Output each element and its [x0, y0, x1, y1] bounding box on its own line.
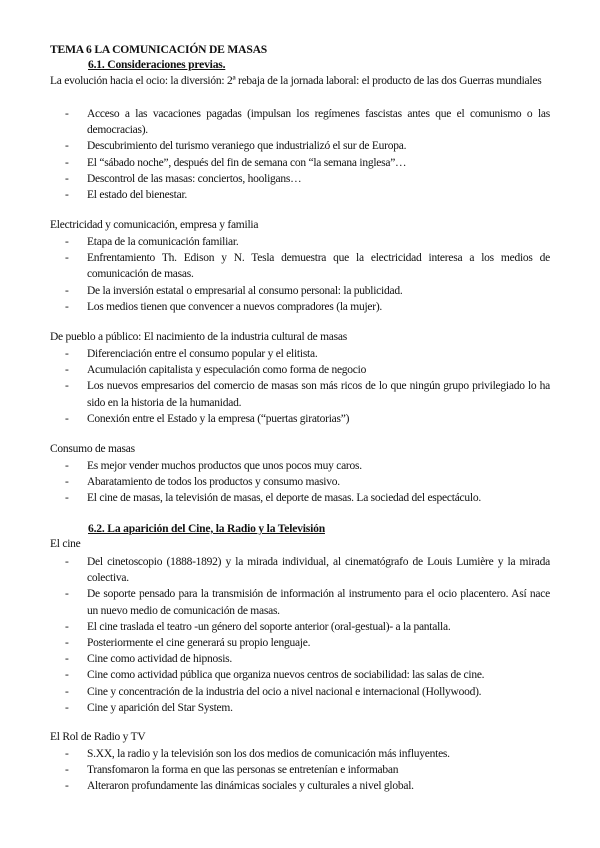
section-heading: 6.1. Consideraciones previas. [88, 58, 226, 71]
section-heading: 6.2. La aparición del Cine, la Radio y la Televisión [88, 522, 325, 535]
list-item: - Acceso a las vacaciones pagadas (impulsan los regímenes fascistas antes que el comunismo o las democracias). [50, 106, 550, 138]
list-item: - El cine de masas, la televisión de masas, el deporte de masas. La sociedad del espectáculo. [50, 490, 550, 506]
list-item: - Cine y concentración de la industria del ocio a nivel nacional e internacional (Hollywood). [50, 684, 550, 700]
list-item: - Descontrol de las masas: conciertos, hooligans… [50, 171, 550, 187]
block-heading: El Rol de Radio y TV [50, 731, 146, 743]
block-heading: Electricidad y comunicación, empresa y familia [50, 219, 259, 231]
list-item: - Los medios tienen que convencer a nuevos compradores (la mujer). [50, 299, 550, 315]
bullet-list [50, 554, 550, 716]
list-item: - Descubrimiento del turismo veraniego que industrializó el sur de Europa. [50, 138, 550, 154]
list-item: - Cine como actividad de hipnosis. [50, 651, 550, 667]
list-item: - Enfrentamiento Th. Edison y N. Tesla demuestra que la electricidad interesa a los medios de comunicación de masas. [50, 250, 550, 282]
bullet-list [50, 234, 550, 315]
list-item: - Conexión entre el Estado y la empresa (“puertas giratorias”) [50, 411, 550, 427]
list-item: - El estado del bienestar. [50, 187, 550, 203]
bullet-list [50, 346, 550, 427]
list-item: - Posteriormente el cine generará su propio lenguaje. [50, 635, 550, 651]
bullet-list [50, 746, 550, 795]
list-item: - Acumulación capitalista y especulación como forma de negocio [50, 362, 550, 378]
block-heading: De pueblo a público: El nacimiento de la industria cultural de masas [50, 331, 347, 343]
list-item: - Alteraron profundamente las dinámicas sociales y culturales a nivel global. [50, 778, 550, 794]
list-item: - Del cinetoscopio (1888-1892) y la mirada individual, al cinematógrafo de Louis Lumière y la mirada colectiva. [50, 554, 550, 586]
list-item: - De soporte pensado para la transmisión de información al instrumento para el ocio placentero. Así nace un nuevo medio de comunicación de masas. [50, 586, 550, 618]
list-item: - De la inversión estatal o empresarial al consumo personal: la publicidad. [50, 283, 550, 299]
list-item: - Los nuevos empresarios del comercio de masas son más ricos de lo que ningún grupo privilegiado lo ha sido en la historia de la humanidad. [50, 378, 550, 410]
list-item: - Es mejor vender muchos productos que unos pocos muy caros. [50, 458, 550, 474]
bullet-list [50, 458, 550, 507]
list-item: - Diferenciación entre el consumo popular y el elitista. [50, 346, 550, 362]
list-item: - Transfomaron la forma en que las personas se entretenían e informaban [50, 762, 550, 778]
block-heading: El cine [50, 538, 81, 550]
list-item: - S.XX, la radio y la televisión son los dos medios de comunicación más influyentes. [50, 746, 550, 762]
document-title: TEMA 6 LA COMUNICACIÓN DE MASAS [50, 43, 267, 56]
bullet-list [50, 106, 550, 203]
list-item: - Cine y aparición del Star System. [50, 700, 550, 716]
list-item: - Cine como actividad pública que organiza nuevos centros de sociabilidad: las salas de cine. [50, 667, 550, 683]
list-item: - El “sábado noche”, después del fin de semana con “la semana inglesa”… [50, 155, 550, 171]
list-item: - Etapa de la comunicación familiar. [50, 234, 550, 250]
list-item: - El cine traslada el teatro -un género del soporte anterior (oral-gestual)- a la pantalla. [50, 619, 550, 635]
list-item: - Abaratamiento de todos los productos y consumo masivo. [50, 474, 550, 490]
section-intro: La evolución hacia el ocio: la diversión: 2ª rebaja de la jornada laboral: el producto de las dos Guerras mundiales [50, 75, 542, 87]
block-heading: Consumo de masas [50, 443, 135, 455]
